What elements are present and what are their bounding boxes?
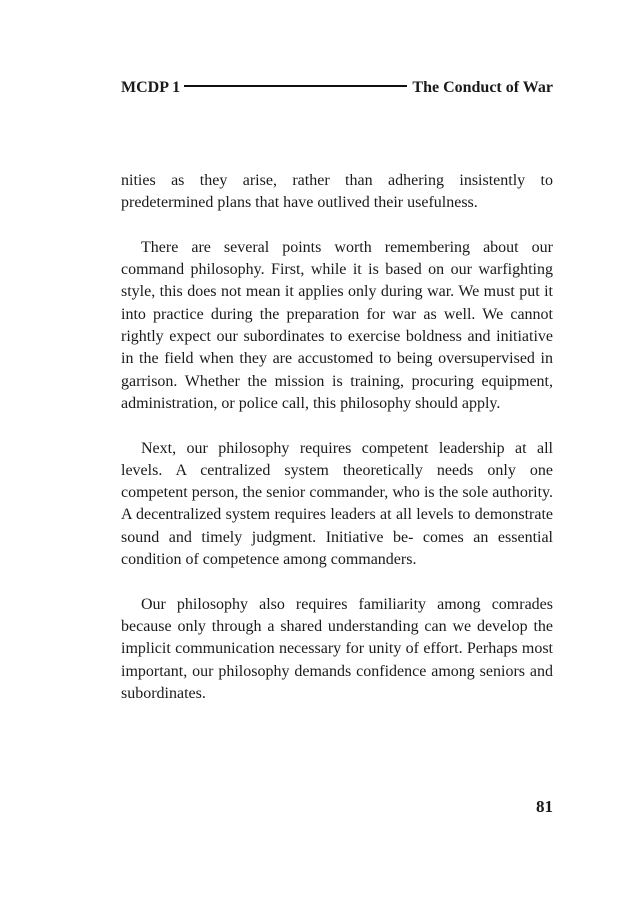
paragraph-command-philosophy: There are several points worth remembering about our command philosophy. First, while it is based on our warfighting style, this does not mean it applies only during war. We must put it into practice during the preparation for war as well. We cannot rightly expect our subordinates to exercise boldness and initiative in the field when they are accustomed to being oversupervised in garrison. Whether the mission is training, procuring equipment, administration, or police call, this philosophy should apply. [121,238,553,412]
paragraph-familiarity: Our philosophy also requires familiarity among comrades because only through a shared understanding can we develop the implicit communication necessary for unity of effort. Perhaps most important, our philosophy demands confidence among seniors and subordinates. [121,595,553,702]
page-number: 81 [536,797,553,816]
header-document-title: The Conduct of War [412,79,553,96]
header-document-id: MCDP 1 [121,79,181,96]
body-text [121,170,553,727]
paragraph-competent-leadership: Next, our philosophy requires competent leadership at all levels. A centralized system theoretically needs only one competent person, the senior commander, who is the sole authority. A decentralized system requires leaders at all levels to demonstrate sound and timely judgment. Initiative be- comes an essential condition of competence among commanders. [121,439,553,569]
paragraph-continuation: nities as they arise, rather than adhering insistently to predetermined plans that have outlived their usefulness. [121,172,553,212]
header-rule [184,85,407,87]
running-header [121,77,553,99]
